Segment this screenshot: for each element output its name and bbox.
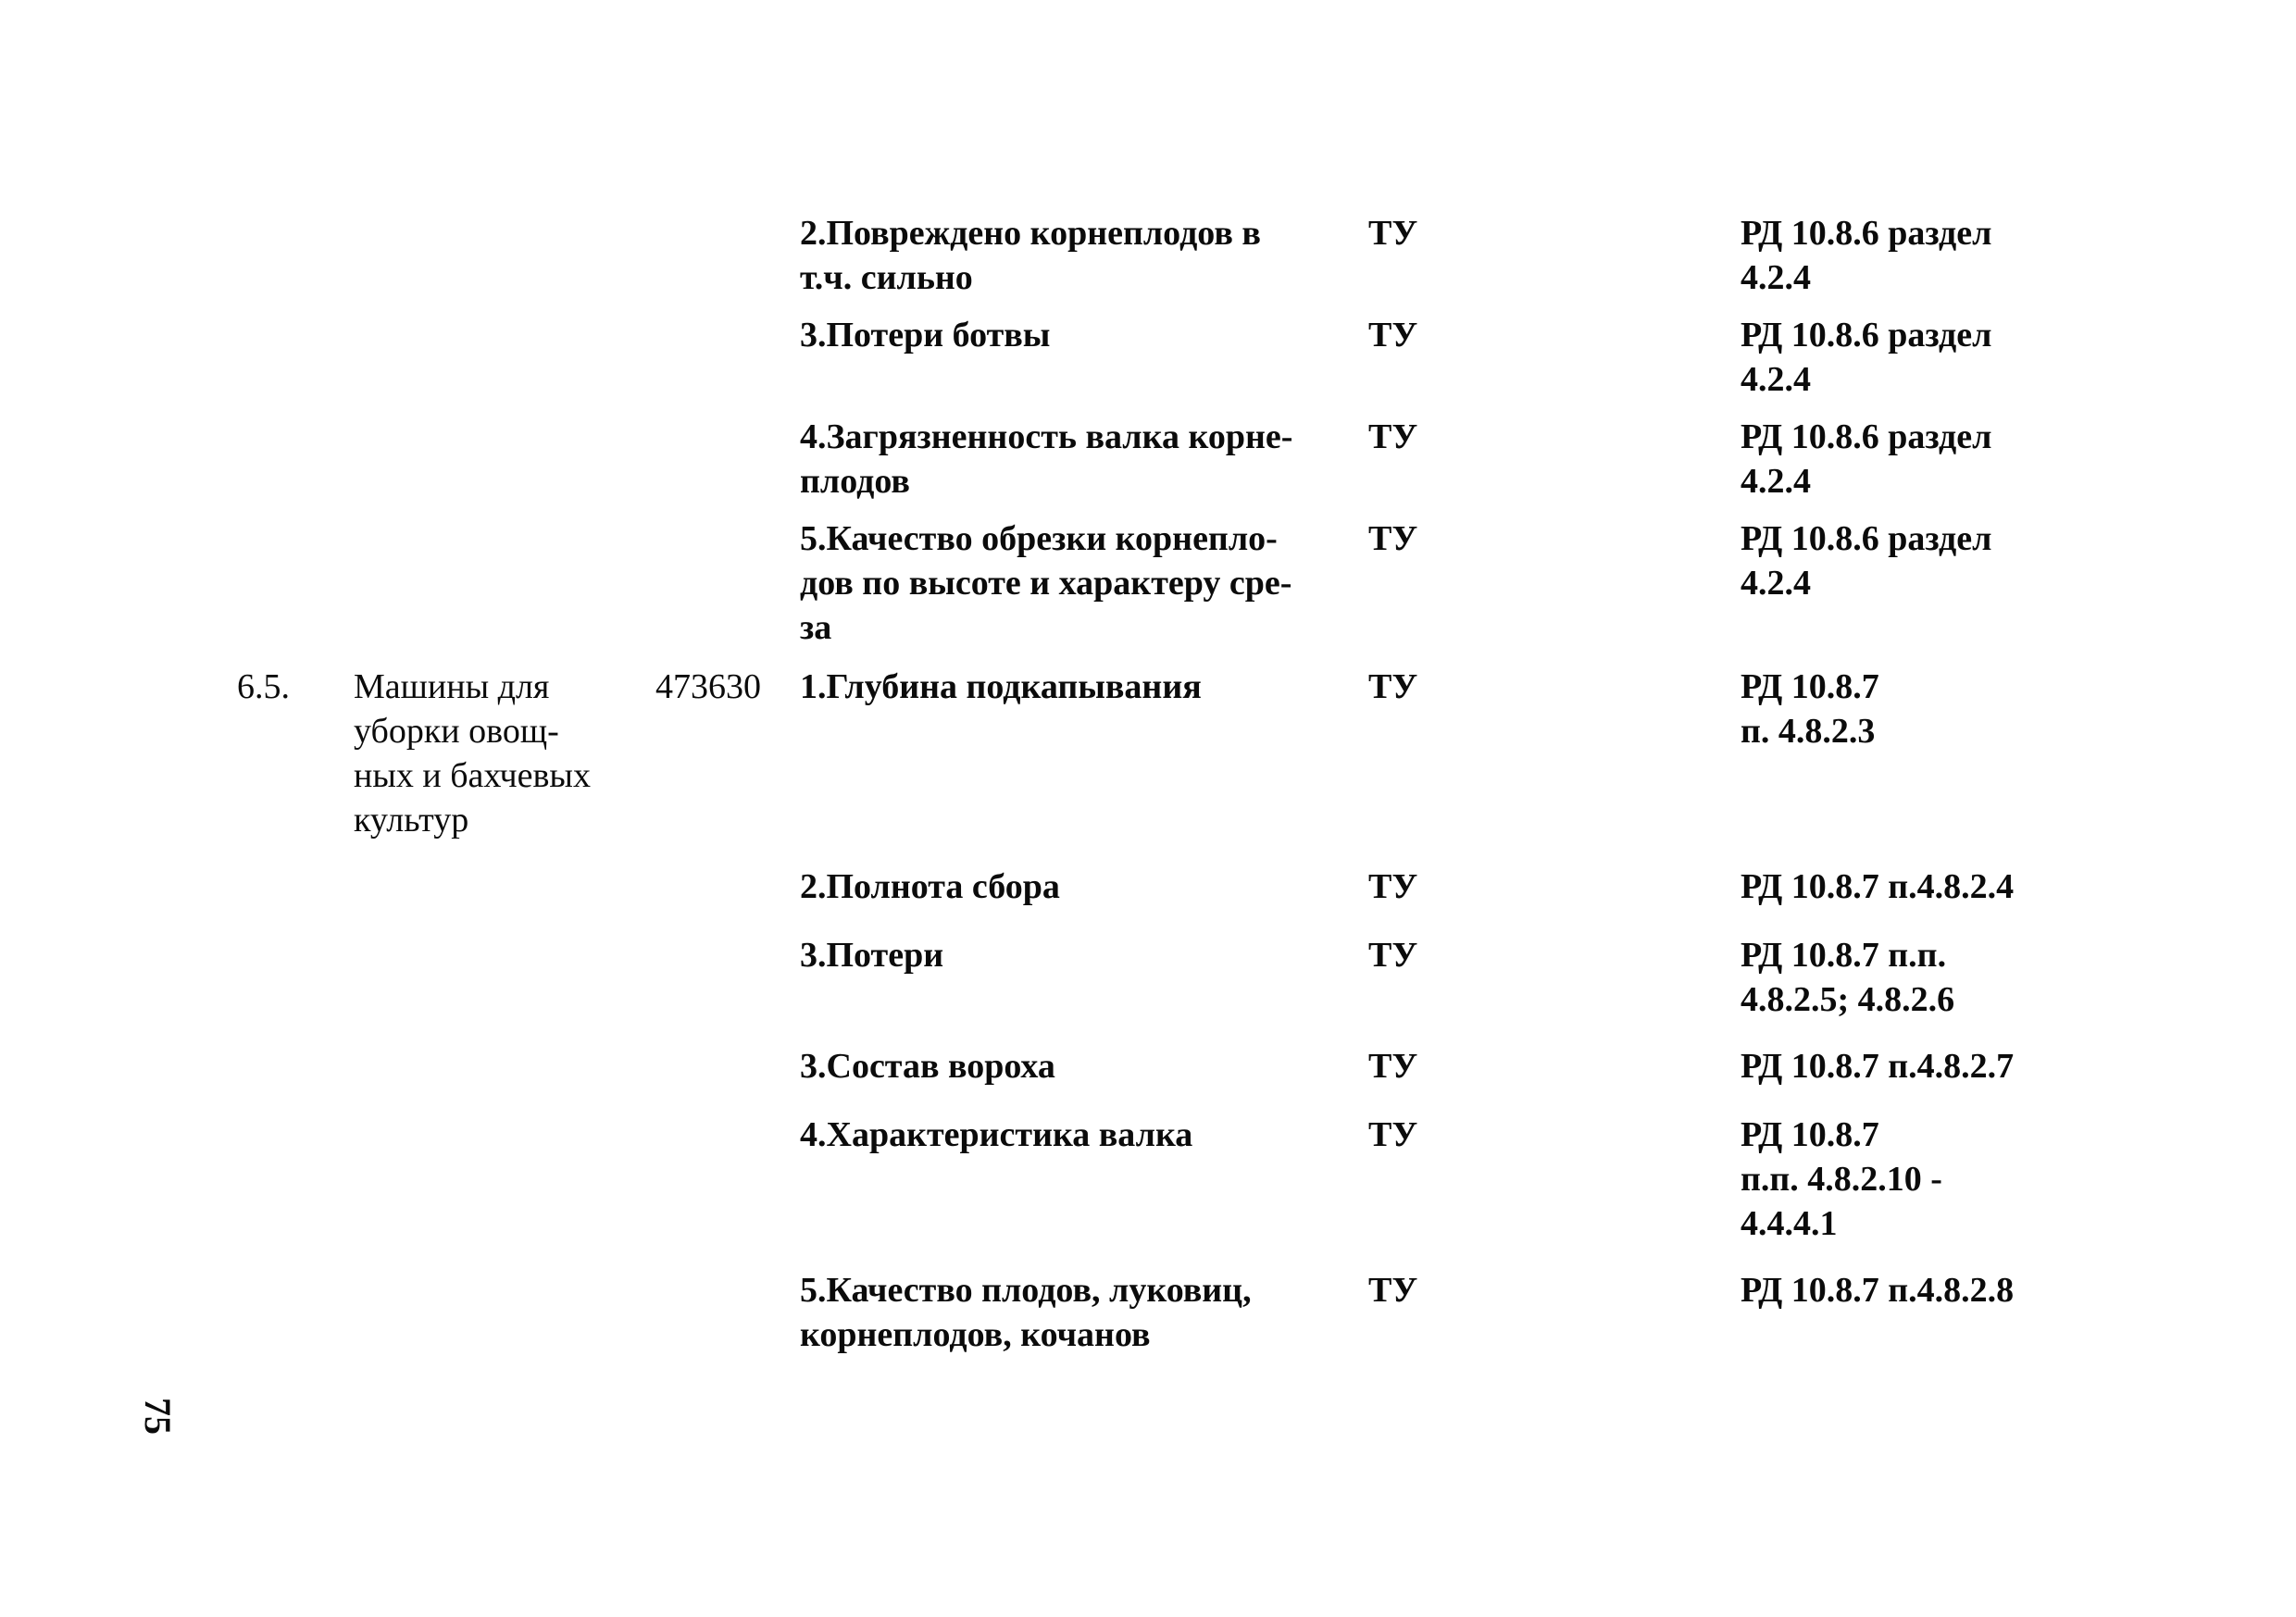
- document-cell: РД 10.8.7 п.п. 4.8.2.10 - 4.4.4.1: [1741, 1115, 1942, 1243]
- method-cell: ТУ: [1368, 867, 1418, 906]
- indicator-cell: 3.Состав вороха: [800, 1047, 1055, 1086]
- method-cell: ТУ: [1368, 519, 1418, 558]
- method-cell: ТУ: [1368, 1271, 1418, 1310]
- method-cell: ТУ: [1368, 1047, 1418, 1086]
- document-cell: РД 10.8.6 раздел 4.2.4: [1741, 316, 1992, 399]
- okp-code: 473630: [655, 667, 761, 706]
- method-cell: ТУ: [1368, 667, 1418, 706]
- document-cell: РД 10.8.7 п.4.8.2.8: [1741, 1271, 2015, 1310]
- method-cell: ТУ: [1368, 316, 1418, 354]
- document-cell: РД 10.8.7 п. 4.8.2.3: [1741, 667, 1879, 751]
- indicator-cell: 2.Повреждено корнеплодов в т.ч. сильно: [800, 214, 1261, 297]
- indicator-cell: 3.Потери: [800, 936, 944, 975]
- page-number: 75: [137, 1398, 179, 1435]
- method-cell: ТУ: [1368, 1115, 1418, 1154]
- document-cell: РД 10.8.6 раздел 4.2.4: [1741, 417, 1992, 501]
- indicator-cell: 5.Качество обрезки корнепло- дов по высоте и характеру сре- за: [800, 519, 1292, 647]
- method-cell: ТУ: [1368, 936, 1418, 975]
- indicator-cell: 2.Полнота сбора: [800, 867, 1060, 906]
- item-number: 6.5.: [237, 667, 290, 706]
- method-cell: ТУ: [1368, 214, 1418, 253]
- machine-name: Машины для уборки овощ- ных и бахчевых культур: [354, 667, 591, 840]
- indicator-cell: 1.Глубина подкапывания: [800, 667, 1202, 706]
- document-cell: РД 10.8.6 раздел 4.2.4: [1741, 519, 1992, 603]
- indicator-cell: 5.Качество плодов, луковиц, корнеплодов, кочанов: [800, 1271, 1252, 1354]
- document-cell: РД 10.8.7 п.4.8.2.7: [1741, 1047, 2015, 1086]
- document-cell: РД 10.8.7 п.п. 4.8.2.5; 4.8.2.6: [1741, 936, 1955, 1019]
- indicator-cell: 3.Потери ботвы: [800, 316, 1051, 354]
- indicator-cell: 4.Загрязненность валка корне- плодов: [800, 417, 1293, 501]
- document-cell: РД 10.8.7 п.4.8.2.4: [1741, 867, 2015, 906]
- indicator-cell: 4.Характеристика валка: [800, 1115, 1193, 1154]
- document-cell: РД 10.8.6 раздел 4.2.4: [1741, 214, 1992, 297]
- method-cell: ТУ: [1368, 417, 1418, 456]
